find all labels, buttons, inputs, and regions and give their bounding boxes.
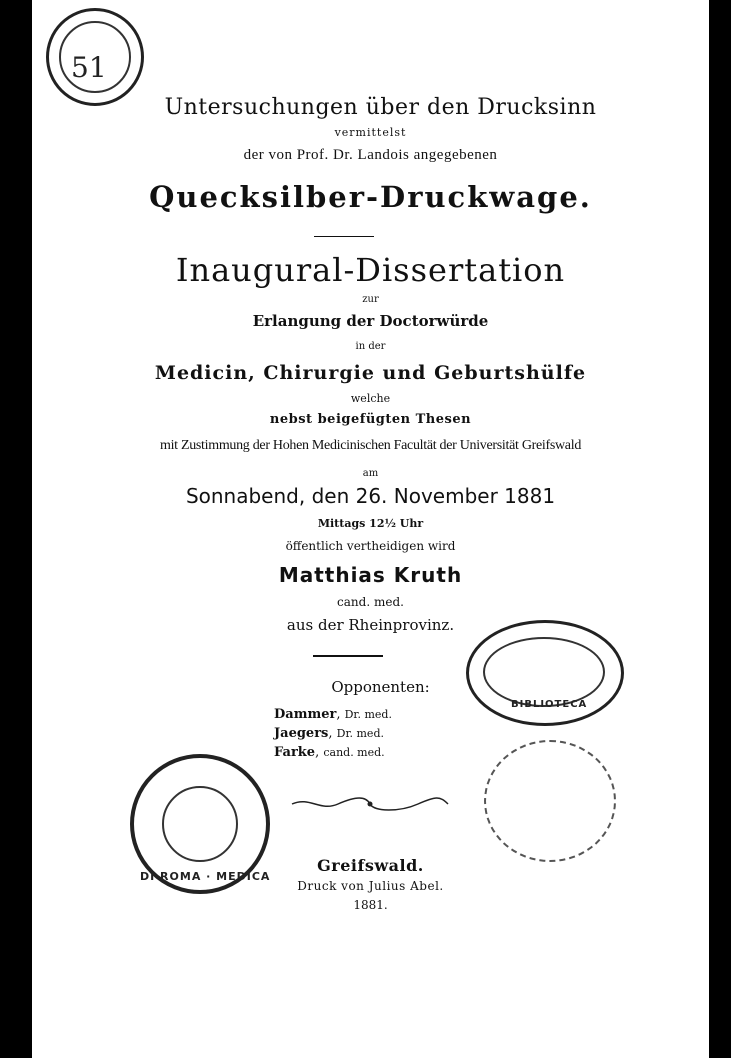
opponent-name: Farke: [274, 745, 316, 760]
library-stamp-right-faded: [484, 740, 616, 862]
author-name: Matthias Kruth: [278, 563, 463, 587]
title-page: [32, 0, 709, 1058]
zur-label: zur: [362, 294, 379, 305]
dissertation-heading: Inaugural-Dissertation: [175, 251, 566, 289]
opponent-row: Farke, cand. med.: [274, 745, 385, 760]
erlangung-line: Erlangung der Doctorwürde: [252, 312, 489, 330]
in-der-label: in der: [355, 341, 386, 352]
subtitle-line-3: der von Prof. Dr. Landois angegebenen: [243, 147, 498, 163]
opponents-list: [274, 705, 474, 762]
author-title: cand. med.: [337, 595, 404, 609]
verteidigen-line: öffentlich vertheidigen wird: [285, 539, 456, 553]
opponent-title: Dr. med.: [344, 708, 392, 721]
stamp-text: DI ROMA · MEDICA: [140, 870, 271, 883]
stamp-text: BIBLIOTECA: [511, 699, 588, 710]
faculty-line: Medicin, Chirurgie und Geburtshülfe: [154, 362, 587, 384]
opponents-heading: Opponenten:: [331, 678, 430, 696]
library-stamp-right-upper: [466, 620, 624, 726]
subtitle-line-1: Untersuchungen über den Drucksinn: [164, 95, 597, 120]
library-stamp-top-left: [46, 8, 144, 106]
thesen-line: nebst beigefügten Thesen: [269, 412, 472, 427]
divider-1: [314, 236, 374, 237]
opponent-name: Jaegers: [274, 726, 329, 741]
stamp-number: 51: [71, 51, 107, 84]
main-title: Quecksilber-Druckwage.: [149, 180, 592, 214]
zustimmung-line: mit Zustimmung der Hohen Medicinischen Facultät der Universität Greifswald: [159, 438, 582, 453]
am-label: am: [362, 468, 379, 479]
time-line: Mittags 12½ Uhr: [317, 517, 424, 530]
city-line: Greifswald.: [317, 856, 424, 875]
opponent-row: Jaegers, Dr. med.: [274, 726, 384, 741]
printer-line: Druck von Julius Abel.: [297, 879, 444, 893]
origin-line: aus der Rheinprovinz.: [286, 616, 455, 634]
divider-2: [313, 655, 383, 657]
opponent-row: Dammer, Dr. med.: [274, 707, 392, 722]
year-line: 1881.: [353, 898, 388, 912]
subtitle-line-2: vermittelst: [334, 126, 407, 139]
opponent-title: Dr. med.: [336, 727, 384, 740]
opponent-title: cand. med.: [323, 746, 385, 759]
opponent-name: Dammer: [274, 707, 337, 722]
welche-label: welche: [350, 392, 391, 405]
date-line: Sonnabend, den 26. November 1881: [185, 484, 556, 508]
ornament-divider: [290, 796, 450, 812]
